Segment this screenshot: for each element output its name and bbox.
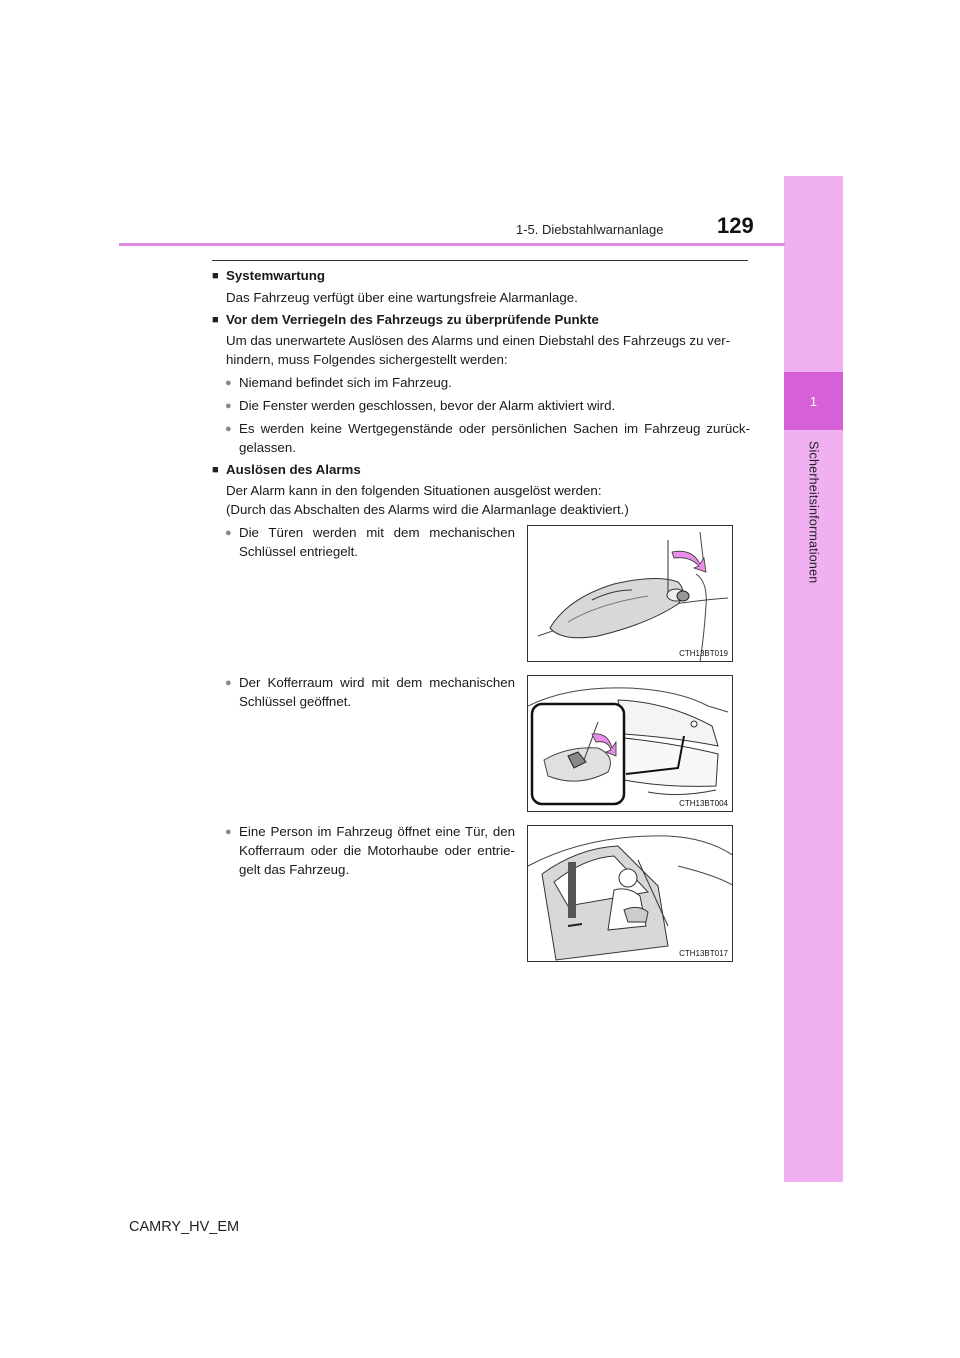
figure-code: CTH13BT017 bbox=[679, 949, 728, 958]
heading-systemwartung: ■ Systemwartung bbox=[226, 266, 325, 286]
section-title: 1-5. Diebstahlwarnanlage bbox=[516, 222, 664, 237]
heading-pruefpunkte: ■ Vor dem Verriegeln des Fahrzeugs zu überprüfende Punkte bbox=[226, 310, 599, 330]
bullet-fenster: ● Die Fenster werden geschlossen, bevor der Alarm aktiviert wird. bbox=[239, 396, 615, 416]
bullet-kofferraum-line2: Schlüssel geöffnet. bbox=[239, 694, 352, 709]
trunk-illustration bbox=[528, 676, 733, 812]
door-handle-illustration bbox=[528, 526, 733, 662]
bullet-person-line1: ● Eine Person im Fahrzeug öffnet eine Tür, den bbox=[239, 822, 515, 842]
bullet-wertgegenstaende-line2: gelassen. bbox=[239, 440, 296, 455]
heading-ausloesen: ■ Auslösen des Alarms bbox=[226, 460, 361, 480]
footer-model: CAMRY_HV_EM bbox=[129, 1219, 240, 1235]
bullet-kofferraum-line1: ● Der Kofferraum wird mit dem mechanischen bbox=[239, 673, 515, 693]
bullet-wertgegenstaende-line1: ● Es werden keine Wertgegenstände oder persönlichen Sachen im Fahrzeug zurück- bbox=[239, 419, 750, 439]
paragraph-pruefpunkte-line2: hindern, muss Folgendes sichergestellt werden: bbox=[226, 352, 508, 367]
person-opening-door-illustration bbox=[528, 826, 733, 962]
figure-person-door bbox=[527, 825, 733, 962]
bullet-tueren-line2: Schlüssel entriegelt. bbox=[239, 544, 358, 559]
paragraph-ausloesen-line1: Der Alarm kann in den folgenden Situationen ausgelöst werden: bbox=[226, 483, 602, 498]
bullet-tueren-line1: ● Die Türen werden mit dem mechanischen bbox=[239, 523, 515, 543]
chapter-side-tab bbox=[784, 176, 843, 1182]
figure-code: CTH13BT004 bbox=[679, 799, 728, 808]
bullet-person-line3: gelt das Fahrzeug. bbox=[239, 862, 350, 877]
figure-code: CTH13BT019 bbox=[679, 649, 728, 658]
chapter-label: Sicherheitsinformationen bbox=[806, 441, 821, 584]
page-number: 129 bbox=[717, 213, 754, 238]
chapter-number: 1 bbox=[784, 372, 843, 430]
bullet-person-line2: Kofferraum oder die Motorhaube oder entrie- bbox=[239, 843, 515, 858]
bullet-niemand: ● Niemand befindet sich im Fahrzeug. bbox=[239, 373, 452, 393]
header-rule bbox=[119, 243, 785, 246]
paragraph-ausloesen-line2: (Durch das Abschalten des Alarms wird die Alarmanlage deaktiviert.) bbox=[226, 502, 629, 517]
paragraph-systemwartung: Das Fahrzeug verfügt über eine wartungsfreie Alarmanlage. bbox=[226, 290, 578, 305]
content-top-rule bbox=[212, 260, 748, 261]
paragraph-pruefpunkte-line1: Um das unerwartete Auslösen des Alarms und einen Diebstahl des Fahrzeugs zu ver- bbox=[226, 333, 731, 348]
figure-trunk bbox=[527, 675, 733, 812]
figure-door-handle bbox=[527, 525, 733, 662]
